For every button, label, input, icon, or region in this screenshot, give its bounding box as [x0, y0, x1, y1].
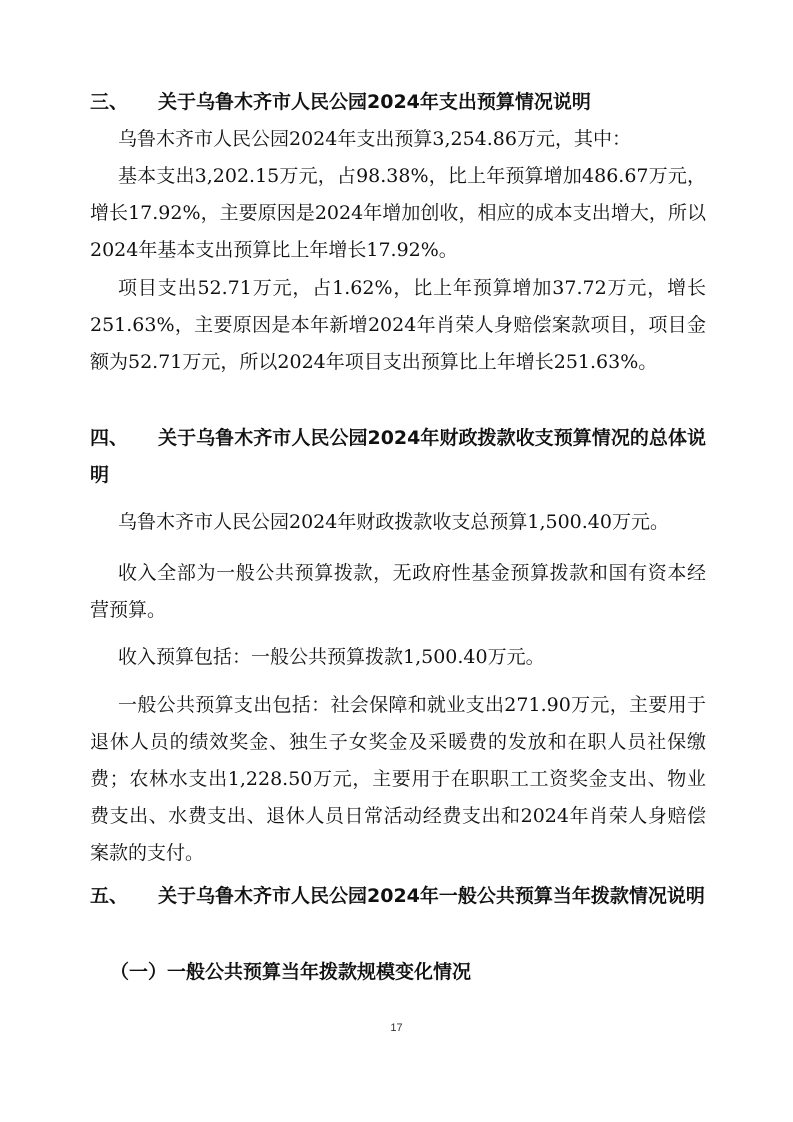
section5-heading [90, 878, 706, 915]
section4-paragraph-3: 收入预算包括：一般公共预算拨款1,500.40万元。 [118, 646, 545, 668]
section4-paragraph-1: 乌鲁木齐市人民公园2024年财政拨款收支总预算1,500.40万元。 [118, 511, 669, 533]
section4-paragraph-4: 一般公共预算支出包括：社会保障和就业支出271.90万元，主要用于退休人员的绩效奖金、独生子女奖金及采暖费的发放和在职人员社保缴费；农林水支出1,228.50万元，主要用于在职职工工资奖金支出、物业费支出、水费支出、退休人员日常活动经费支出和2024年肖荣人身赔偿案款的支付。 [90, 694, 706, 864]
section3-paragraph-2: 基本支出3,202.15万元，占98.38%，比上年预算增加486.67万元，增长17.92%，主要原因是2024年增加创收，相应的成本支出增大，所以2024年基本支出预算比上年增长17.92%。 [90, 165, 706, 261]
section3-number: 三、 [90, 91, 129, 113]
section4-title: 关于乌鲁木齐市人民公园2024年财政拨款收支预算情况的总体说明 [90, 427, 706, 486]
section4-heading [90, 420, 706, 494]
section5-number: 五、 [90, 885, 129, 907]
page-number: 17 [390, 1022, 403, 1034]
section3-paragraph-1: 乌鲁木齐市人民公园2024年支出预算3,254.86万元，其中： [118, 128, 631, 150]
section3-paragraph-3: 项目支出52.71万元，占1.62%，比上年预算增加37.72万元，增长251.63%，主要原因是本年新增2024年肖荣人身赔偿案款项目，项目金额为52.71万元，所以2024年项目支出预算比上年增长251.63%。 [90, 277, 706, 373]
section5-subheading-1: （一）一般公共预算当年拨款规模变化情况 [110, 961, 472, 983]
section4-number: 四、 [90, 427, 129, 449]
section5-title: 关于乌鲁木齐市人民公园2024年一般公共预算当年拨款情况说明 [158, 885, 705, 907]
section3-title: 关于乌鲁木齐市人民公园2024年支出预算情况说明 [158, 91, 591, 113]
section3-heading [90, 84, 706, 121]
section4-paragraph-2: 收入全部为一般公共预算拨款，无政府性基金预算拨款和国有资本经营预算。 [90, 562, 706, 621]
